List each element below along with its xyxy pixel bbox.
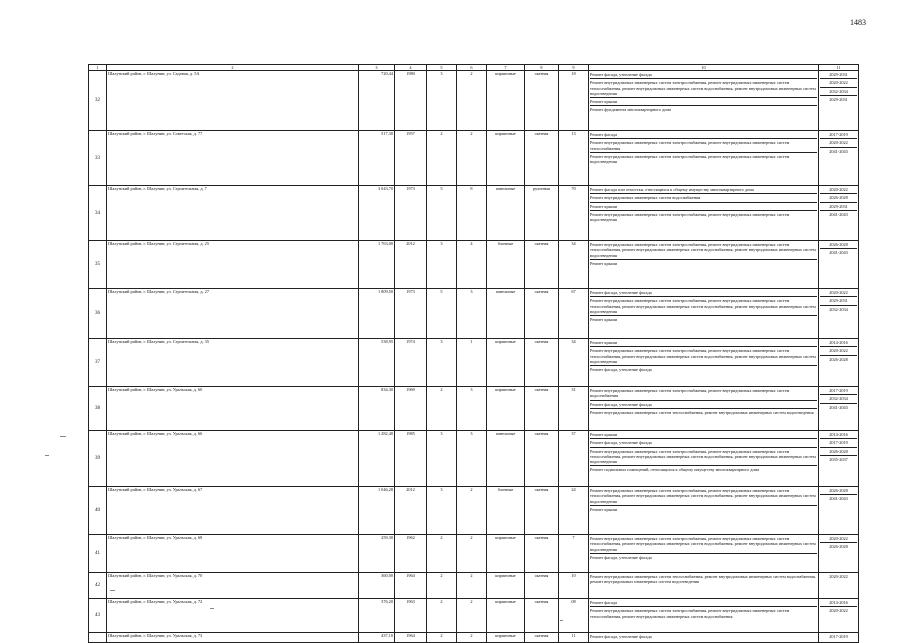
work-item: Ремонт фасада или отмостки, относящихся к общему имуществу многоквартирного дома [590, 186, 817, 194]
apartments-cell: 13 [559, 131, 589, 186]
work-item: Ремонт внутридомовых инженерных систем электроснабжения, ремонт внутридомовых инженерных систем теплоснабжения, ремонт внутридомовых инженерных систем водоснабжения [590, 608, 790, 619]
address-cell: Шалунский район, г. Шалунин, ул. Уральская, д. 72 [107, 599, 359, 633]
period-item: 2026-2028 [820, 448, 857, 456]
period-item: 2041-2043 [829, 148, 848, 154]
period-cell [819, 339, 859, 387]
works-cell [589, 131, 819, 186]
wall-material-cell: кирпичные [487, 573, 525, 599]
column-header: 2 [107, 65, 359, 71]
apartments-cell: 11 [559, 633, 589, 643]
wall-material-cell: блочные [487, 487, 525, 535]
row-number: 39 [89, 431, 107, 487]
period-cell [819, 289, 859, 339]
apartments-cell: 67 [559, 289, 589, 339]
table-row [89, 487, 859, 535]
table-row [89, 573, 859, 599]
year-built-cell: 1964 [395, 633, 427, 643]
period-item: 2041-2043 [829, 211, 848, 217]
address-cell: Шалунский район, г. Шалунин, ул. Уральская, д. 73 [107, 633, 359, 643]
entrances-cell: 2 [457, 599, 487, 633]
floors-cell: 5 [427, 289, 457, 339]
address-cell: Шалунский район, г. Шалунин, ул. Строительная, д. 35 [107, 339, 359, 387]
address-cell: Шалунский район, г. Шалунин, ул. Уральская, д. 68 [107, 535, 359, 573]
period-item: 2020-2022 [829, 574, 848, 580]
table-row [89, 289, 859, 339]
period-item: 2014-2016 [820, 431, 857, 439]
apartments-cell: 70 [559, 186, 589, 241]
year-built-cell: 1980 [395, 71, 427, 131]
row-number: 33 [89, 131, 107, 186]
period-item: 2020-2022 [820, 139, 857, 147]
work-item: Ремонт внутридомовых инженерных систем теплоснабжения, ремонт внутридомовых инженерных систем водоотведения [590, 409, 814, 415]
period-item: 2014-2016 [820, 339, 857, 347]
floors-cell: 3 [427, 241, 457, 289]
floors-cell: 3 [427, 487, 457, 535]
works-cell [589, 599, 819, 633]
work-item: Ремонт фасада, утепление фасада [590, 554, 652, 560]
work-item: Ремонт фасада [590, 599, 817, 607]
table-row [89, 431, 859, 487]
work-item: Ремонт крыши [590, 260, 618, 266]
table-body [89, 71, 859, 643]
work-item: Ремонт крыши [590, 506, 618, 512]
table-row [89, 186, 859, 241]
period-item: 2017-2019 [820, 439, 857, 447]
floors-cell: 3 [427, 71, 457, 131]
row-number: 35 [89, 241, 107, 289]
period-item: 2029-2031 [829, 96, 848, 102]
period-item: 2032-2034 [820, 88, 857, 96]
area-cell: 360,00 [359, 573, 395, 599]
wall-material-cell: кирпичные [487, 131, 525, 186]
area-cell: 517,30 [359, 131, 395, 186]
work-item: Ремонт внутридомовых инженерных систем электроснабжения, ремонт внутридомовых инженерных систем теплоснабжения, ремонт внутридомовых инженерных систем водоснабжения, ремонт внутридомовых инженерных систем водоотведения [590, 79, 817, 98]
area-cell: 720,44 [359, 71, 395, 131]
work-item: Ремонт внутридомовых инженерных систем электроснабжения, ремонт внутридомовых инженерных систем теплоснабжения, ремонт внутридомовых инженерных систем водоснабжения, ремонт внутридомовых инженерных систем водоотведения [590, 487, 817, 506]
roof-type-cell: скатная [525, 131, 559, 186]
work-item: Ремонт внутридомовых инженерных систем электроснабжения, ремонт внутридомовых инженерных систем теплоснабжения, ремонт внутридомовых инженерных систем водоснабжения, ремонт внутридомовых инженерных систем водоотведения [590, 241, 817, 260]
row-number: 42 [89, 573, 107, 599]
area-cell: 834,30 [359, 387, 395, 431]
address-cell: Шалунский район, г. Шалунин, ул. Уральская, д. 70 [107, 573, 359, 599]
column-header: 7 [487, 65, 525, 71]
table-row [89, 71, 859, 131]
address-cell: Шалунский район, г. Шалунин, ул. Строительная, д. 25 [107, 241, 359, 289]
table-row [89, 387, 859, 431]
housing-register-table [88, 64, 859, 643]
period-item: 2017-2019 [820, 131, 857, 139]
period-item: 2014-2016 [820, 599, 857, 607]
floors-cell: 2 [427, 633, 457, 643]
period-cell [819, 131, 859, 186]
wall-material-cell: блочные [487, 241, 525, 289]
roof-type-cell: скатная [525, 487, 559, 535]
floors-cell: 3 [427, 431, 457, 487]
row-number: 41 [89, 535, 107, 573]
works-cell [589, 387, 819, 431]
area-cell: 259,30 [359, 535, 395, 573]
period-item: 2041-2043 [829, 496, 848, 502]
work-item: Ремонт внутридомовых инженерных систем электроснабжения, ремонт внутридомовых инженерных систем теплоснабжения, ремонт внутридомовых инженерных систем водоснабжения, ремонт внутридомовых инженерных систем водоотведения [590, 448, 817, 467]
work-item: Ремонт фасада, утепление фасада [590, 289, 817, 297]
floors-cell: 2 [427, 573, 457, 599]
year-built-cell: 1957 [395, 131, 427, 186]
entrances-cell: 2 [457, 131, 487, 186]
address-cell: Шалунский район, г. Шалунин, ул. Строительная, д. 7 [107, 186, 359, 241]
area-cell: 1 809,50 [359, 289, 395, 339]
period-item: 2020-2022 [820, 289, 857, 297]
period-item: 2029-2031 [820, 297, 857, 305]
scan-mark [60, 436, 66, 437]
entrances-cell: 2 [457, 633, 487, 643]
table-row [89, 131, 859, 186]
row-number: 37 [89, 339, 107, 387]
period-item: 2020-2022 [820, 535, 857, 543]
floors-cell: 5 [427, 186, 457, 241]
column-header: 1 [89, 65, 107, 71]
area-cell: 437,10 [359, 633, 395, 643]
year-built-cell: 1964 [395, 573, 427, 599]
apartments-cell: 18 [559, 71, 589, 131]
roof-type-cell: скатная [525, 241, 559, 289]
work-item: Ремонт внутридомовых инженерных систем электроснабжения, ремонт внутридомовых инженерных систем теплоснабжения [590, 139, 817, 152]
period-item: 2032-2034 [829, 306, 848, 312]
table-row [89, 633, 859, 643]
apartments-cell: 37 [559, 431, 589, 487]
period-cell [819, 241, 859, 289]
floors-cell: 2 [427, 131, 457, 186]
area-cell: 376,20 [359, 599, 395, 633]
year-built-cell: 1962 [395, 535, 427, 573]
work-item: Ремонт внутридомовых инженерных систем электроснабжения, ремонт внутридомовых инженерных систем водоотведения [590, 153, 790, 165]
period-item: 2026-2028 [820, 241, 857, 249]
roof-type-cell: рулонная [525, 186, 559, 241]
period-item: 2020-2022 [829, 608, 848, 614]
roof-type-cell: скатная [525, 633, 559, 643]
floors-cell: 2 [427, 599, 457, 633]
work-item: Ремонт крыши [590, 203, 817, 211]
apartments-cell: 10 [559, 573, 589, 599]
entrances-cell: 2 [457, 71, 487, 131]
area-cell: 3 043,70 [359, 186, 395, 241]
wall-material-cell: кирпичные [487, 535, 525, 573]
period-cell [819, 633, 859, 643]
work-item: Ремонт внутридомовых инженерных систем теплоснабжения, ремонт внутридомовых инженерных систем водоснабжения, ремонт внутридомовых инженерных систем водоотведения [590, 574, 816, 585]
period-cell [819, 487, 859, 535]
wall-material-cell: кирпичные [487, 633, 525, 643]
roof-type-cell: скатная [525, 599, 559, 633]
address-cell: Шалунский район, г. Шалунин, ул. Уральская, д. 66 [107, 431, 359, 487]
works-cell [589, 289, 819, 339]
work-item: Ремонт внутридомовых инженерных систем водоснабжения [590, 194, 817, 202]
row-number: 32 [89, 71, 107, 131]
period-cell [819, 186, 859, 241]
wall-material-cell: кирпичные [487, 599, 525, 633]
period-item: 2017-2019 [820, 387, 857, 395]
area-cell: 538,95 [359, 339, 395, 387]
address-cell: Шалунский район, г. Шалунин, ул. Строительная, д. 27 [107, 289, 359, 339]
floors-cell: 2 [427, 387, 457, 431]
row-number: 43 [89, 599, 107, 633]
period-cell [819, 387, 859, 431]
period-item: 2035-2037 [829, 456, 848, 462]
table-row [89, 599, 859, 633]
year-built-cell: 1969 [395, 387, 427, 431]
work-item: Ремонт фасада [590, 131, 817, 139]
wall-material-cell: кирпичные [487, 387, 525, 431]
works-cell [589, 339, 819, 387]
entrances-cell: 3 [457, 431, 487, 487]
work-item: Ремонт фасада, утепление фасада [590, 634, 652, 640]
year-built-cell: 1974 [395, 339, 427, 387]
period-item: 2017-2019 [829, 634, 848, 640]
period-item: 2029-2031 [820, 203, 857, 211]
table-row [89, 339, 859, 387]
period-item: 2041-2043 [829, 404, 848, 410]
area-cell: 1 763,00 [359, 241, 395, 289]
row-number: 40 [89, 487, 107, 535]
apartments-cell: 08 [559, 599, 589, 633]
year-built-cell: 1963 [395, 599, 427, 633]
column-header: 9 [559, 65, 589, 71]
entrances-cell: 2 [457, 487, 487, 535]
apartments-cell: 34 [559, 241, 589, 289]
roof-type-cell: скатная [525, 387, 559, 431]
column-header: 10 [589, 65, 819, 71]
apartments-cell: 34 [559, 339, 589, 387]
floors-cell: 2 [427, 535, 457, 573]
table-row [89, 535, 859, 573]
work-item: Ремонт внутридомовых инженерных систем электроснабжения, ремонт внутридомовых инженерных систем теплоснабжения, ремонт внутридомовых инженерных систем водоснабжения, ремонт внутридомовых инженерных систем водоотведения [590, 297, 817, 316]
period-item: 2020-2022 [820, 79, 857, 87]
works-cell [589, 186, 819, 241]
floors-cell: 3 [427, 339, 457, 387]
row-number [89, 633, 107, 643]
address-cell: Шалунский район, г. Шалунин, ул. Советская, д. 77 [107, 131, 359, 186]
work-item: Ремонт внутридомовых инженерных систем электроснабжения, ремонт внутридомовых инженерных систем водоотведения [590, 211, 790, 223]
work-item: Ремонт фундамента многоквартирного дома [590, 107, 671, 113]
year-built-cell: 2012 [395, 487, 427, 535]
page-number: 1483 [850, 18, 866, 27]
work-item: Ремонт крыши [590, 431, 817, 439]
work-item: Ремонт внутридомовых инженерных систем электроснабжения, ремонт внутридомовых инженерных систем теплоснабжения, ремонт внутридомовых инженерных систем водоснабжения, ремонт внутридомовых инженерных систем водоотведения [590, 347, 817, 366]
address-cell: Шалунский район, г. Шалунин, ул. Уральская, д. 60 [107, 387, 359, 431]
works-cell [589, 573, 819, 599]
period-cell [819, 599, 859, 633]
year-built-cell: 1973 [395, 186, 427, 241]
work-item: Ремонт крыши [590, 317, 618, 323]
period-item: 2032-2034 [820, 395, 857, 403]
row-number: 34 [89, 186, 107, 241]
entrances-cell: 3 [457, 289, 487, 339]
work-item: Ремонт фасада, утепление фасада [590, 367, 652, 373]
work-item: Ремонт фасада, утепление фасада [590, 71, 817, 79]
works-cell [589, 71, 819, 131]
works-cell [589, 241, 819, 289]
entrances-cell: 2 [457, 573, 487, 599]
roof-type-cell: скатная [525, 535, 559, 573]
row-number: 38 [89, 387, 107, 431]
entrances-cell: 2 [457, 535, 487, 573]
year-built-cell: 1973 [395, 289, 427, 339]
period-item: 2026-2028 [829, 544, 848, 550]
address-cell: Шалунский район, г. Шалунин, ул. Садовая, д. 5А [107, 71, 359, 131]
entrances-cell: 3 [457, 387, 487, 431]
period-item: 2020-2022 [820, 186, 857, 194]
period-item: 2020-2022 [820, 347, 857, 355]
entrances-cell: 8 [457, 186, 487, 241]
address-cell: Шалунский район, г. Шалунин, ул. Уральская, д. 67 [107, 487, 359, 535]
table-row [89, 241, 859, 289]
scan-mark [45, 455, 49, 456]
column-header: 8 [525, 65, 559, 71]
period-item: 2029-2031 [820, 71, 857, 79]
wall-material-cell: панельные [487, 431, 525, 487]
wall-material-cell: панельные [487, 289, 525, 339]
column-header: 4 [395, 65, 427, 71]
area-cell: 1 282,40 [359, 431, 395, 487]
period-cell [819, 71, 859, 131]
column-header: 6 [457, 65, 487, 71]
work-item: Ремонт фасада, утепление фасада [590, 439, 817, 447]
period-cell [819, 535, 859, 573]
works-cell [589, 633, 819, 643]
year-built-cell: 2012 [395, 241, 427, 289]
entrances-cell: 1 [457, 339, 487, 387]
roof-type-cell: скатная [525, 573, 559, 599]
column-header: 5 [427, 65, 457, 71]
roof-type-cell: скатная [525, 289, 559, 339]
area-cell: 1 046,28 [359, 487, 395, 535]
works-cell [589, 535, 819, 573]
roof-type-cell: скатная [525, 431, 559, 487]
work-item: Ремонт внутридомовых инженерных систем электроснабжения, ремонт внутридомовых инженерных систем теплоснабжения, ремонт внутридомовых инженерных систем водоснабжения, ремонт внутридомовых инженерных систем водоотведения [590, 535, 817, 554]
period-item: 2041-2043 [829, 250, 848, 256]
work-item: Ремонт крыши [590, 339, 817, 347]
work-item: Ремонт фасада, утепление фасада [590, 401, 817, 409]
work-item: Ремонт подвальных помещений, относящихся к общему имуществу многоквартирного дома [590, 467, 760, 473]
period-item: 2026-2028 [820, 487, 857, 495]
wall-material-cell: кирпичные [487, 71, 525, 131]
apartments-cell: 7 [559, 535, 589, 573]
wall-material-cell: кирпичные [487, 339, 525, 387]
apartments-cell: 24 [559, 487, 589, 535]
period-cell [819, 431, 859, 487]
roof-type-cell: скатная [525, 339, 559, 387]
apartments-cell: 31 [559, 387, 589, 431]
wall-material-cell: панельные [487, 186, 525, 241]
period-item: 2026-2028 [829, 356, 848, 362]
column-header: 3 [359, 65, 395, 71]
work-item: Ремонт внутридомовых инженерных систем электроснабжения, ремонт внутридомовых инженерных систем водоснабжения [590, 387, 817, 400]
works-cell [589, 431, 819, 487]
work-item: Ремонт крыши [590, 98, 817, 106]
period-item: 2026-2028 [820, 194, 857, 202]
year-built-cell: 1985 [395, 431, 427, 487]
works-cell [589, 487, 819, 535]
entrances-cell: 4 [457, 241, 487, 289]
row-number: 36 [89, 289, 107, 339]
period-cell [819, 573, 859, 599]
column-header: 11 [819, 65, 859, 71]
roof-type-cell: скатная [525, 71, 559, 131]
